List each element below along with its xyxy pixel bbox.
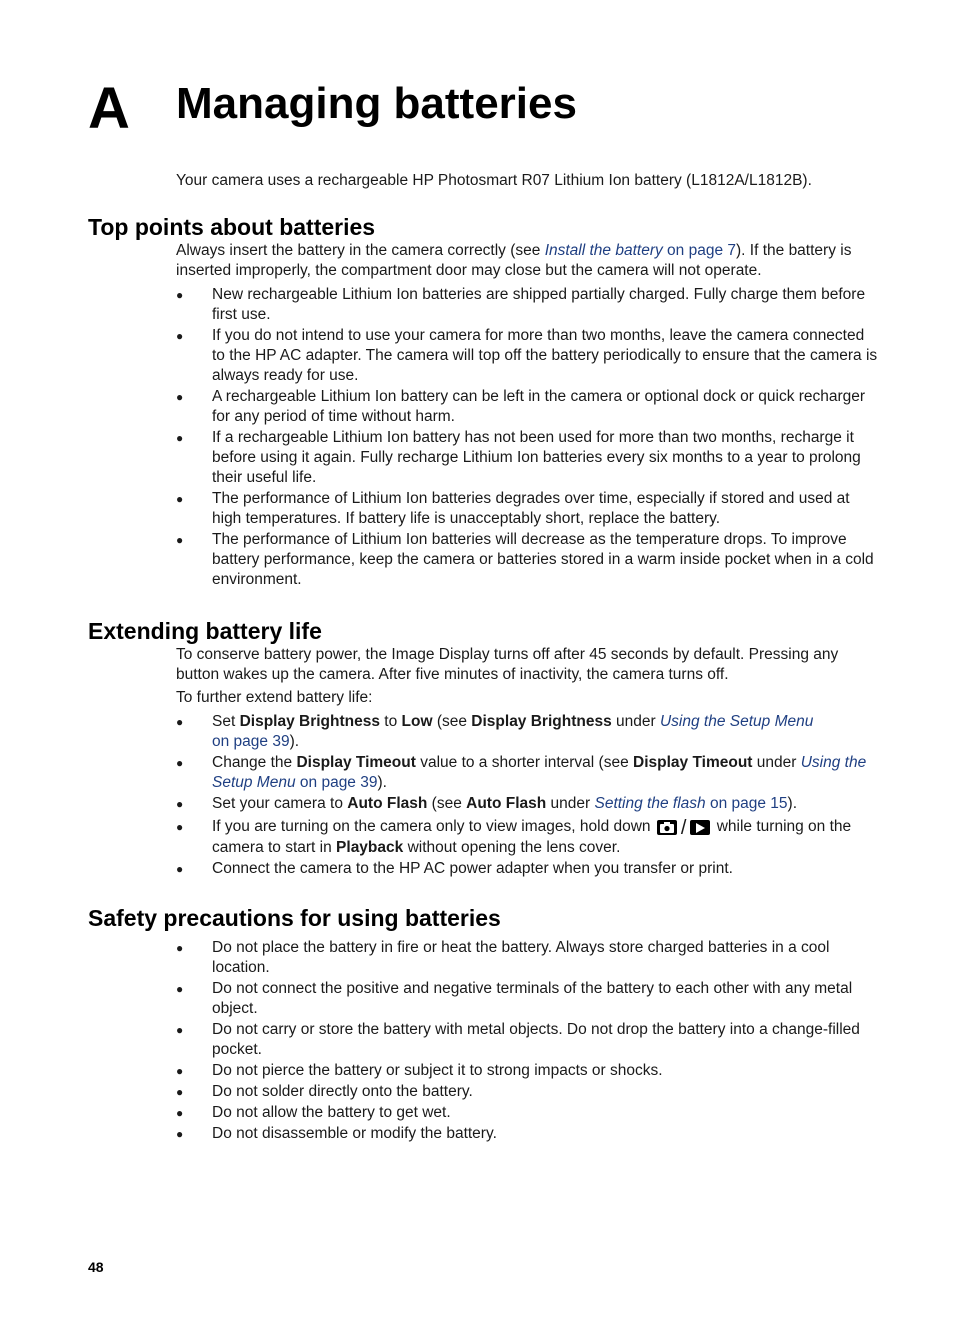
list-item: ● Connect the camera to the HP AC power adapter when you transfer or print. [176, 859, 881, 879]
install-battery-link[interactable]: Install the battery on page 7 [544, 242, 737, 259]
extending-list [176, 712, 881, 879]
top-points-lead: Always insert the battery in the camera correctly (see Install the battery on page 7). If the battery is inserted improperly, the compartment door may close but the camera will not operate. [176, 242, 852, 279]
list-item: ● Do not disassemble or modify the battery. [176, 1124, 881, 1144]
intro-paragraph: Your camera uses a rechargeable HP Photosmart R07 Lithium Ion battery (L1812A/L1812B). [176, 172, 812, 189]
list-item: ● If you are turning on the camera only to view images, hold down / while turning on the camera to start in Playback without opening the lens cover. [176, 817, 881, 858]
list-item: ● If a rechargeable Lithium Ion battery has not been used for more than two months, recharge it before using it again. Fully recharge Lithium Ion batteries every six months to a year to prolong their useful life. [176, 428, 881, 488]
section-top-points [88, 213, 881, 591]
list-item: ● New rechargeable Lithium Ion batteries are shipped partially charged. Fully charge them before first use. [176, 285, 881, 325]
setting-flash-link[interactable]: Setting the flash on page 15 [594, 795, 788, 812]
list-item: ● If you do not intend to use your camera for more than two months, leave the camera connected to the HP AC adapter. The camera will top off the battery periodically to ensure that the camera is always ready for use. [176, 326, 881, 386]
slash-separator: / [680, 816, 687, 839]
list-item: ● A rechargeable Lithium Ion battery can be left in the camera or optional dock or quick recharger for any period of time without harm. [176, 387, 881, 427]
section-heading: Top points about batteries [88, 214, 376, 240]
list-item: ● Set Display Brightness to Low (see Display Brightness under Using the Setup Menu on page 39). [176, 712, 881, 752]
section-heading: Extending battery life [88, 618, 322, 644]
chapter-letter: A [88, 76, 130, 141]
section-safety [88, 904, 881, 1145]
list-item: ● The performance of Lithium Ion batteries will decrease as the temperature drops. To improve battery performance, keep the camera or batteries stored in a warm inside pocket when in a cold environment. [176, 530, 881, 590]
setup-menu-link[interactable]: Using the Setup Menu on page 39 [212, 713, 814, 750]
extending-para: To conserve battery power, the Image Display turns off after 45 seconds by default. Pressing any button wakes up the camera. After five minutes of inactivity, the camera turns off. [176, 646, 839, 683]
list-item: ● Set your camera to Auto Flash (see Auto Flash under Setting the flash on page 15). [176, 794, 881, 814]
list-item: ● Do not solder directly onto the battery. [176, 1082, 881, 1102]
list-item: ● Do not connect the positive and negative terminals of the battery to each other with any metal object. [176, 979, 881, 1019]
page-number: 48 [88, 1259, 104, 1275]
extending-para: To further extend battery life: [176, 689, 373, 706]
top-points-list [176, 285, 881, 590]
list-item: ● Do not carry or store the battery with metal objects. Do not drop the battery into a change-filled pocket. [176, 1020, 881, 1060]
list-item: ● The performance of Lithium Ion batteries degrades over time, especially if stored and used at high temperatures. If battery life is unacceptably short, replace the battery. [176, 489, 881, 529]
section-heading: Safety precautions for using batteries [88, 905, 501, 931]
list-item: ● Change the Display Timeout value to a shorter interval (see Display Timeout under Using the Setup Menu on page 39). [176, 753, 881, 793]
setup-menu-link[interactable]: Using the Setup Menu on page 39 [212, 754, 867, 791]
list-item: ● Do not place the battery in fire or heat the battery. Always store charged batteries in a cool location. [176, 938, 881, 978]
safety-list [176, 938, 881, 1144]
chapter-title: Managing batteries [176, 79, 577, 128]
list-item: ● Do not pierce the battery or subject it to strong impacts or shocks. [176, 1061, 881, 1081]
list-item: ● Do not allow the battery to get wet. [176, 1103, 881, 1123]
playback-icon [690, 820, 710, 835]
camera-icon [657, 820, 677, 835]
section-extending [88, 617, 881, 880]
camera-playback-icons [657, 818, 711, 838]
